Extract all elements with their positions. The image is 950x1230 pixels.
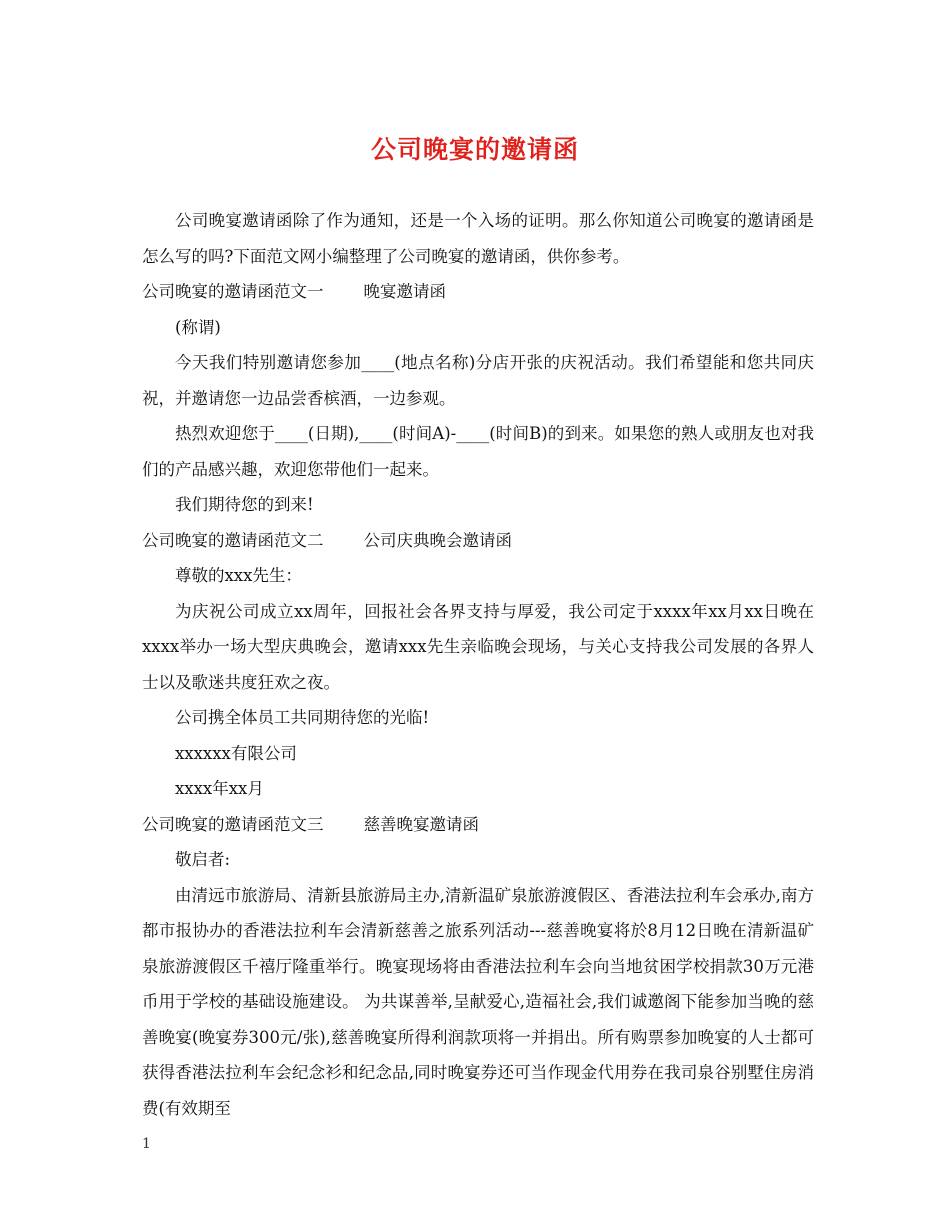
section-heading-subtitle: 公司庆典晚会邀请函	[363, 530, 512, 550]
paragraph: 为庆祝公司成立xx周年，回报社会各界支持与厚爱，我公司定于xxxx年xx月xx日晚在xxxx举办一场大型庆典晚会，邀请xxx先生亲临晚会现场，与关心支持我公司发展的各界人士以及歌迷共度狂欢之夜。	[142, 601, 814, 692]
document-body	[142, 203, 814, 1126]
paragraph: 尊敬的xxx先生：	[175, 566, 302, 585]
section-heading	[142, 274, 814, 310]
section-heading-label: 公司晚宴的邀请函范文一	[142, 282, 324, 301]
paragraph: 公司携全体员工共同期待您的光临!	[175, 708, 430, 727]
section-heading-subtitle: 慈善晚宴邀请函	[363, 814, 479, 834]
paragraph: 我们期待您的到来!	[175, 495, 314, 514]
paragraph: 公司晚宴邀请函除了作为通知，还是一个入场的证明。那么你知道公司晚宴的邀请函是怎么写的吗?下面范文网小编整理了公司晚宴的邀请函，供你参考。	[142, 211, 814, 266]
section-heading-label: 公司晚宴的邀请函范文三	[142, 814, 324, 834]
section-heading	[142, 523, 814, 559]
paragraph: (称谓)	[175, 317, 221, 337]
page-number: 1	[142, 1136, 151, 1152]
paragraph: 敬启者:	[175, 850, 231, 869]
paragraph: 由清远市旅游局、清新县旅游局主办,清新温矿泉旅游渡假区、香港法拉利车会承办,南方都市报协办的香港法拉利车会清新慈善之旅系列活动---慈善晚宴将於8月12日晚在清新温矿泉旅游渡假区千禧厅隆重举行。晚宴现场将由香港法拉利车会向当地贫困学校捐款30万元港币用于学校的基础设施建设。 为共谋善举,呈献爱心,造福社会,我们诚邀阁下能参加当晚的慈善晚宴(晚宴券300元/张),慈善晚宴所得利润款项将一并捐出。所有购票参加晚宴的人士都可获得香港法拉利车会纪念衫和纪念品,同时晚宴券还可当作现金代用券在我司泉谷别墅住房消费(有效期至	[142, 885, 814, 1118]
paragraph: xxxx年xx月	[175, 779, 264, 798]
section-heading-label: 公司晚宴的邀请函范文二	[142, 530, 324, 550]
section-heading	[142, 807, 814, 843]
document-title: 公司晚宴的邀请函	[370, 135, 579, 164]
section-heading-subtitle: 晚宴邀请函	[363, 282, 446, 301]
paragraph: xxxxxx有限公司	[175, 743, 297, 763]
paragraph: 热烈欢迎您于____(日期),____(时间A)-____(时间B)的到来。如果您的熟人或朋友也对我们的产品感兴趣，欢迎您带他们一起来。	[142, 424, 814, 479]
paragraph: 今天我们特别邀请您参加____(地点名称)分店开张的庆祝活动。我们希望能和您共同庆祝，并邀请您一边品尝香槟酒，一边参观。	[142, 353, 814, 408]
